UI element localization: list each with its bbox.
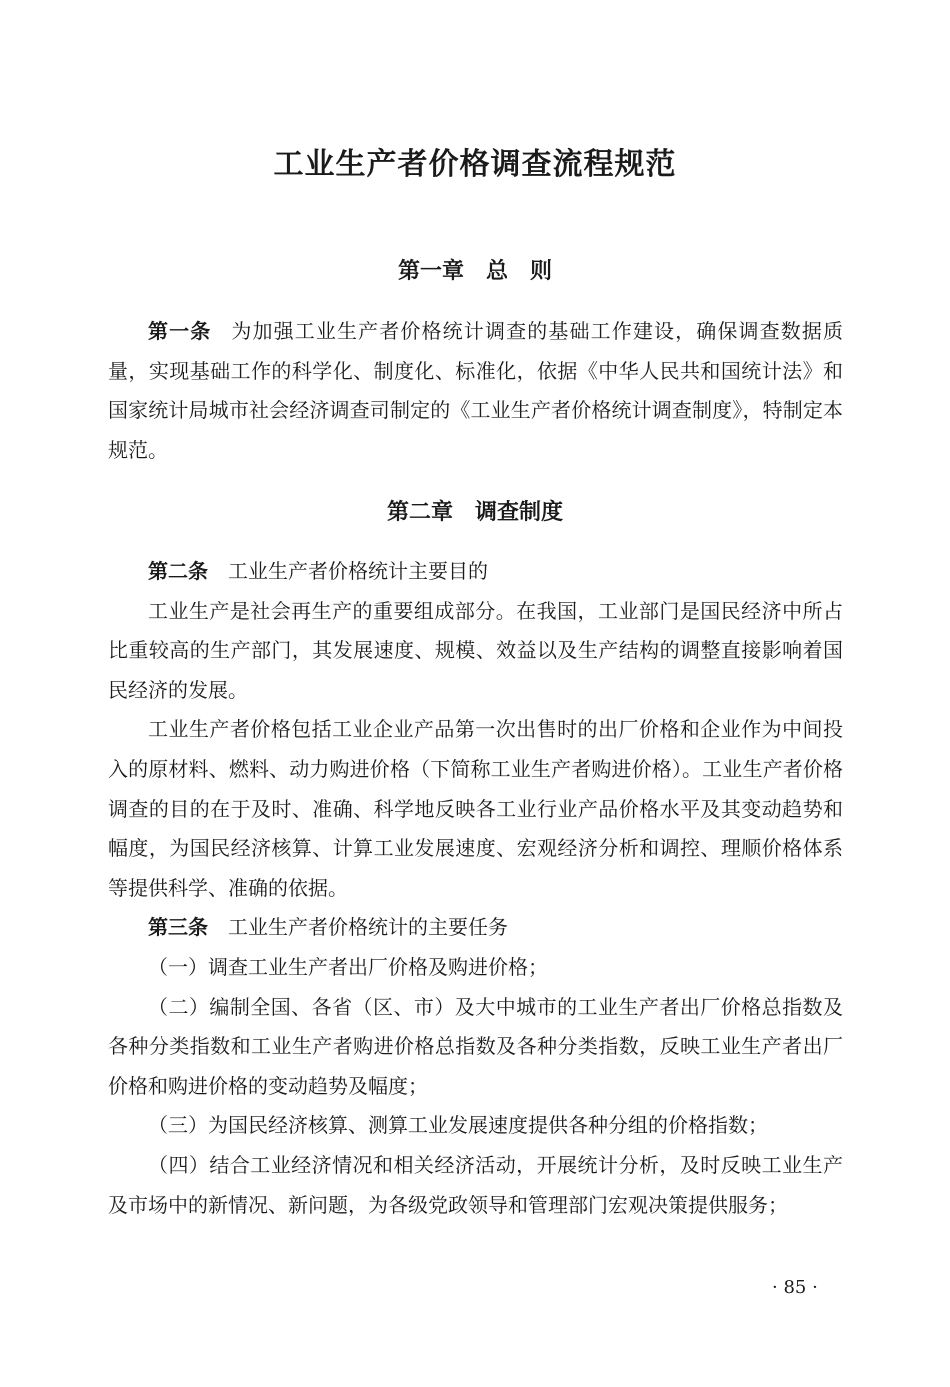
article-1-text: 为加强工业生产者价格统计调查的基础工作建设，确保调查数据质量，实现基础工作的科学化、制度化、标准化，依据《中华人民共和国统计法》和国家统计局城市社会经济调查司制定的《工业生产者价格统计调查制度》，特制定本规范。	[108, 319, 844, 462]
article-3-item-4: （四）结合工业经济情况和相关经济活动，开展统计分析，及时反映工业生产及市场中的新情况、新问题，为各级党政领导和管理部门宏观决策提供服务；	[108, 1152, 843, 1217]
chapter-1-heading: 第一章 总 则	[397, 259, 552, 284]
article-3-item-3: （三）为国民经济核算、测算工业发展速度提供各种分组的价格指数；	[148, 1113, 768, 1138]
article-3-label: 第三条	[148, 915, 208, 940]
chapter-1-body	[108, 312, 843, 470]
article-2-paragraph-1: 工业生产是社会再生产的重要组成部分。在我国，工业部门是国民经济中所占比重较高的生产部门，其发展速度、规模、效益以及生产结构的调整直接影响着国民经济的发展。	[108, 598, 843, 702]
article-3-heading	[108, 908, 843, 948]
article-2-title: 工业生产者价格统计主要目的	[228, 559, 488, 583]
article-2-label: 第二条	[148, 559, 208, 583]
chapter-2-body	[108, 552, 843, 1225]
article-3-title: 工业生产者价格统计的主要任务	[228, 915, 508, 940]
article-1-label: 第一条	[148, 319, 212, 343]
chapter-2-heading: 第二章 调查制度	[386, 500, 563, 525]
article-2-heading	[108, 552, 843, 592]
page-number: · 85 ·	[772, 1277, 818, 1298]
article-1	[108, 312, 843, 470]
article-2-paragraph-2: 工业生产者价格包括工业企业产品第一次出售时的出厂价格和企业作为中间投入的原材料、燃料、动力购进价格（下简称工业生产者购进价格）。工业生产者价格调查的目的在于及时、准确、科学地反映各工业行业产品价格水平及其变动趋势和幅度，为国民经济核算、计算工业发展速度、宏观经济分析和调控、理顺价格体系等提供科学、准确的依据。	[108, 717, 843, 900]
article-3-item-1: （一）调查工业生产者出厂价格及购进价格；	[148, 954, 548, 979]
article-3-item-2: （二）编制全国、各省（区、市）及大中城市的工业生产者出厂价格总指数及各种分类指数和工业生产者购进价格总指数及各种分类指数，反映工业生产者出厂价格和购进价格的变动趋势及幅度；	[108, 994, 843, 1098]
document-title: 工业生产者价格调查流程规范	[273, 147, 677, 182]
